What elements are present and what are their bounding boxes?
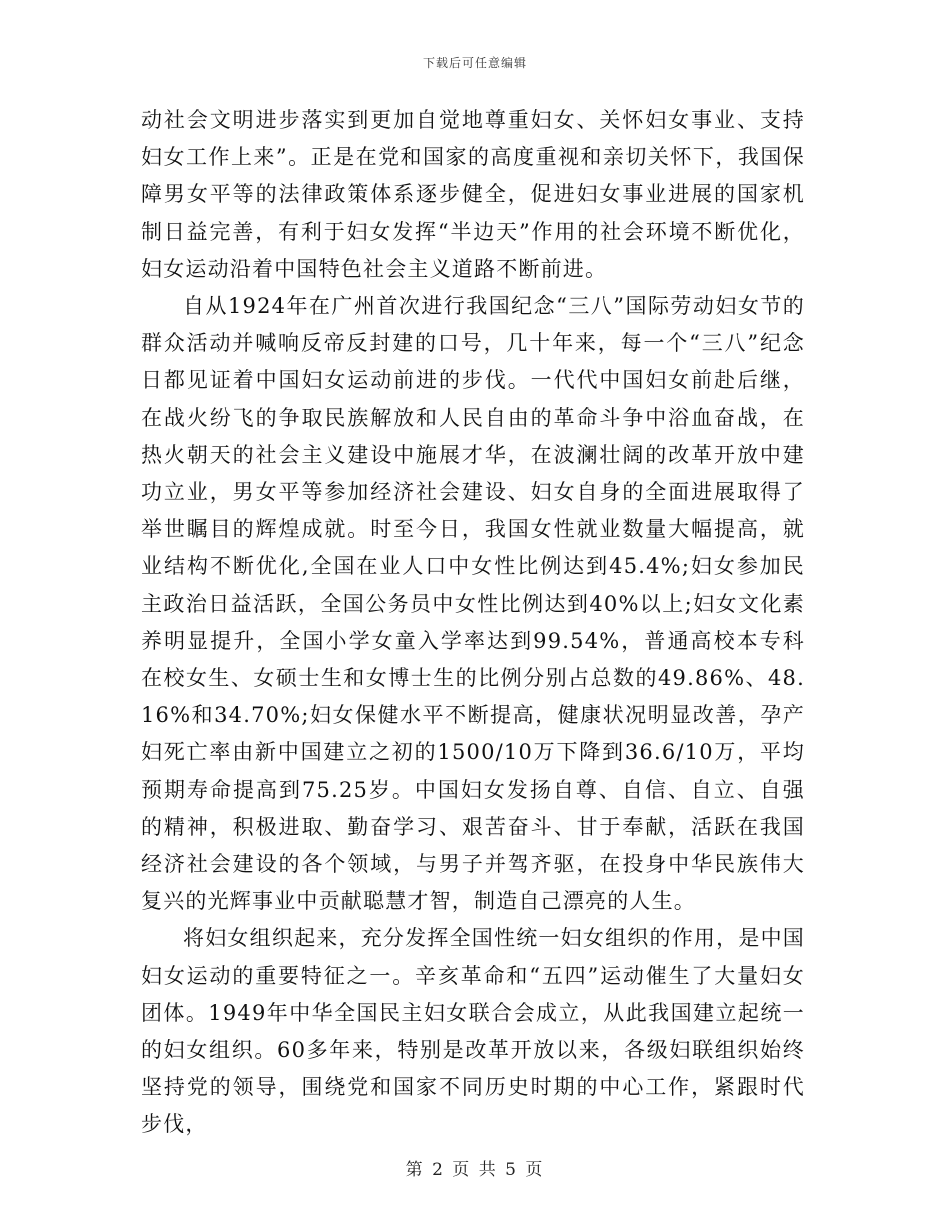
page-number-footer: 第 2 页 共 5 页 [405,1160,545,1180]
paragraph-1: 动社会文明进步落实到更加自觉地尊重妇女、关怀妇女事业、支持妇女工作上来”。正是在党和国家的高度重视和亲切关怀下，我国保障男女平等的法律政策体系逐步健全，促进妇女事业进展的国家机制日益完善，有利于妇女发挥“半边天”作用的社会环境不断优化，妇女运动沿着中国特色社会主义道路不断前进。 [141,108,805,281]
document-body [141,102,805,1144]
paragraph-2: 自从1924年在广州首次进行我国纪念“三八”国际劳动妇女节的群众活动并喊响反帝反封建的口号，几十年来，每一个“三八”纪念日都见证着中国妇女运动前进的步伐。一代代中国妇女前赴后继，在战火纷飞的争取民族解放和人民自由的革命斗争中浴血奋战，在热火朝天的社会主义建设中施展才华，在波澜壮阔的改革开放中建功立业，男女平等参加经济社会建设、妇女自身的全面进展取得了举世瞩目的辉煌成就。时至今日，我国女性就业数量大幅提高，就业结构不断优化,全国在业人口中女性比例达到45.4%;妇女参加民主政治日益活跃，全国公务员中女性比例达到40%以上;妇女文化素养明显提升，全国小学女童入学率达到99.54%，普通高校本专科在校女生、女硕士生和女博士生的比例分别占总数的49.86%、48.16%和34.70%;妇女保健水平不断提高，健康状况明显改善，孕产妇死亡率由新中国建立之初的1500/10万下降到36.6/10万，平均预期寿命提高到75.25岁。中国妇女发扬自尊、自信、自立、自强的精神，积极进取、勤奋学习、艰苦奋斗、甘于奉献，活跃在我国经济社会建设的各个领域，与男子并驾齐驱，在投身中华民族伟大复兴的光辉事业中贡献聪慧才智，制造自己漂亮的人生。 [141,294,805,914]
paragraph-3: 将妇女组织起来，充分发挥全国性统一妇女组织的作用，是中国妇女运动的重要特征之一。辛亥革命和“五四”运动催生了大量妇女团体。1949年中华全国民主妇女联合会成立，从此我国建立起统一的妇女组织。60多年来，特别是改革开放以来，各级妇联组织始终坚持党的领导，围绕党和国家不同历史时期的中心工作，紧跟时代步伐， [141,926,805,1137]
page-header: 下载后可任意编辑 [422,56,527,70]
